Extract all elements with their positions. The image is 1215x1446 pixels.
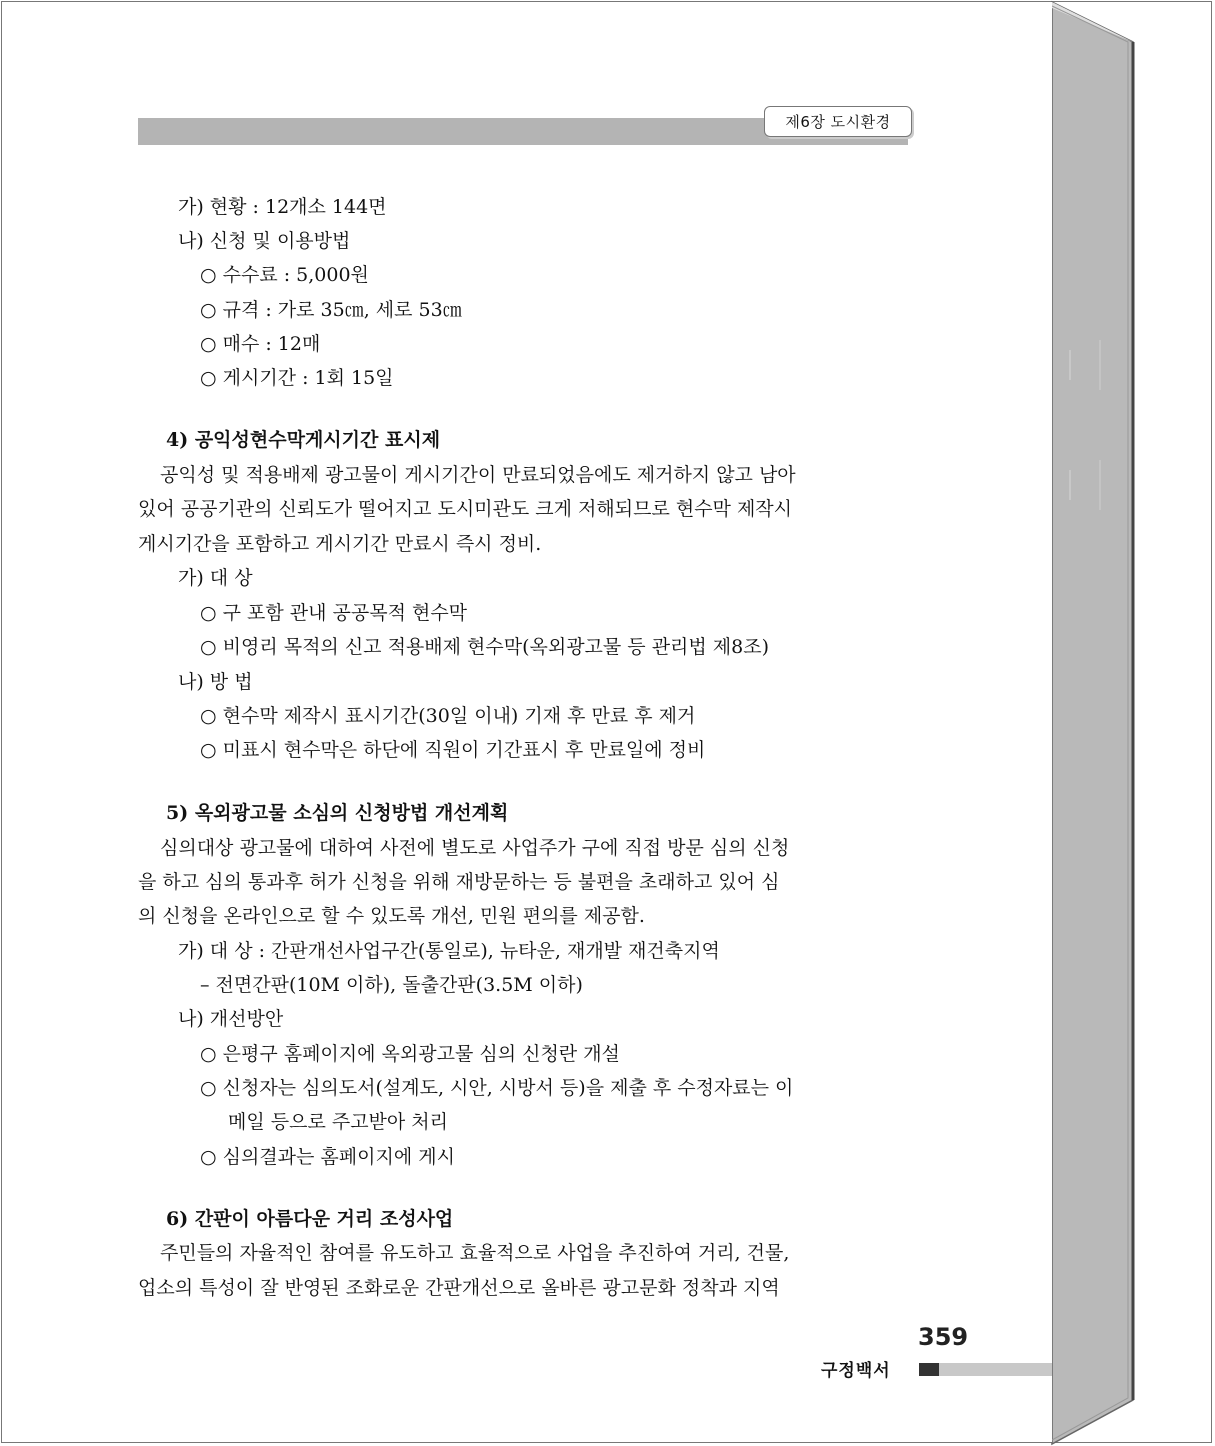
section-heading: 6) 간판이 아름다운 거리 조성사업 — [166, 1208, 454, 1230]
publication-title: 구정백서 — [821, 1361, 891, 1381]
dash-item: – 전면간판(10M 이하), 돌출간판(3.5M 이하) — [200, 974, 583, 996]
bullet-item: ○ 신청자는 심의도서(설계도, 시안, 시방서 등)을 제출 후 수정자료는 이 — [200, 1077, 794, 1099]
paragraph-line: 게시기간을 포함하고 게시기간 만료시 즉시 정비. — [138, 533, 542, 555]
bullet-item: ○ 게시기간 : 1회 15일 — [200, 367, 394, 389]
footer-bar — [939, 1363, 1052, 1376]
paragraph-line: 을 하고 심의 통과후 허가 신청을 위해 재방문하는 등 불편을 초래하고 있어 심 — [138, 871, 780, 893]
text-line: 나) 신청 및 이용방법 — [178, 230, 351, 252]
section-heading: 5) 옥외광고물 소심의 신청방법 개선계획 — [166, 802, 509, 824]
bullet-item: ○ 규격 : 가로 35㎝, 세로 53㎝ — [200, 299, 462, 321]
bullet-item: ○ 비영리 목적의 신고 적용배제 현수막(옥외광고물 등 관리법 제8조) — [200, 636, 770, 658]
bullet-item: ○ 현수막 제작시 표시기간(30일 이내) 기재 후 만료 후 제거 — [200, 705, 696, 727]
paragraph-line: 공익성 및 적용배제 광고물이 게시기간이 만료되었음에도 제거하지 않고 남아 — [160, 464, 796, 486]
paragraph-line: 업소의 특성이 잘 반영된 조화로운 간판개선으로 올바른 광고문화 정착과 지역 — [138, 1277, 780, 1299]
bullet-item: ○ 수수료 : 5,000원 — [200, 264, 369, 286]
page-number: 359 — [918, 1323, 969, 1351]
footer-marker — [919, 1363, 939, 1376]
chapter-tab: 제6장 도시환경 — [764, 106, 912, 137]
bullet-item: ○ 심의결과는 홈페이지에 게시 — [200, 1146, 455, 1168]
bullet-item: ○ 구 포함 관내 공공목적 현수막 — [200, 602, 468, 624]
section-heading: 4) 공익성현수막게시기간 표시제 — [166, 429, 441, 451]
bullet-continuation: 메일 등으로 주고받아 처리 — [228, 1111, 449, 1133]
paragraph-line: 의 신청을 온라인으로 할 수 있도록 개선, 민원 편의를 제공함. — [138, 905, 645, 927]
paragraph-line: 있어 공공기관의 신뢰도가 떨어지고 도시미관도 크게 저해되므로 현수막 제작시 — [138, 498, 792, 520]
text-line: 가) 현황 : 12개소 144면 — [178, 196, 387, 218]
bullet-item: ○ 매수 : 12매 — [200, 333, 321, 355]
paragraph-line: 심의대상 광고물에 대하여 사전에 별도로 사업주가 구에 직접 방문 심의 신청 — [160, 837, 790, 859]
text-line: 나) 방 법 — [178, 671, 253, 693]
bullet-item: ○ 은평구 홈페이지에 옥외광고물 심의 신청란 개설 — [200, 1043, 620, 1065]
text-line: 가) 대 상 : 간판개선사업구간(통일로), 뉴타운, 재개발 재건축지역 — [178, 940, 720, 962]
bullet-item: ○ 미표시 현수막은 하단에 직원이 기간표시 후 만료일에 정비 — [200, 739, 706, 761]
text-line: 나) 개선방안 — [178, 1008, 284, 1030]
text-line: 가) 대 상 — [178, 567, 253, 589]
paragraph-line: 주민들의 자율적인 참여를 유도하고 효율적으로 사업을 추진하여 거리, 건물, — [160, 1242, 790, 1264]
